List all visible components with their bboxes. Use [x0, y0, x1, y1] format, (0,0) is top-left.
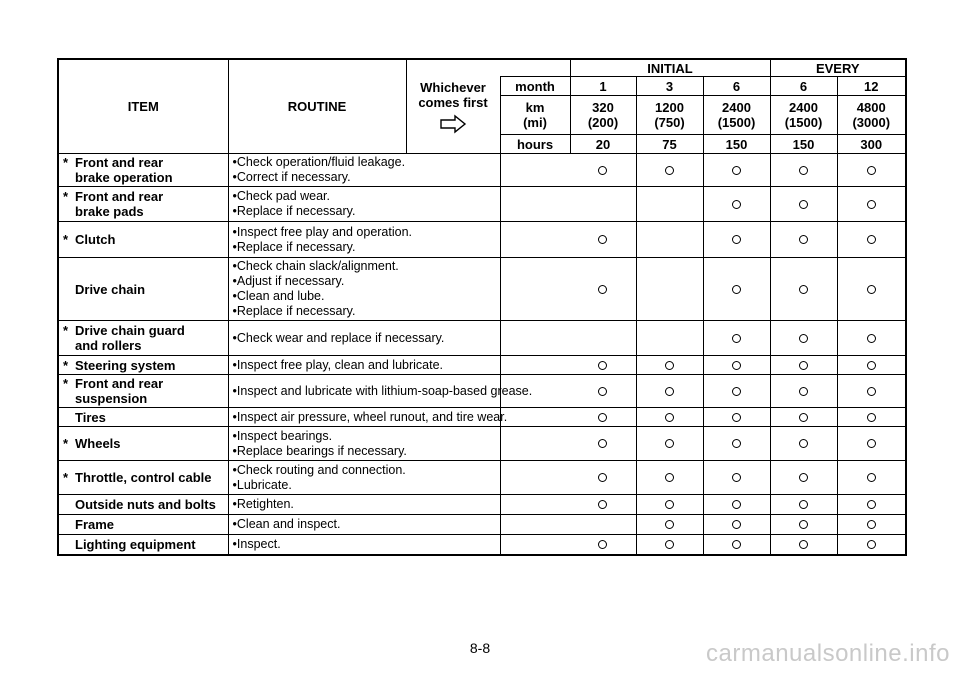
- interval-value: [770, 135, 837, 154]
- schedule-mark-cell: [636, 427, 703, 461]
- interval-value: [770, 96, 837, 135]
- asterisk-marker: *: [63, 470, 69, 485]
- schedule-mark-cell: [636, 461, 703, 495]
- interval-value: [570, 96, 636, 135]
- circle-mark-icon: [732, 500, 741, 509]
- routine-cell: [228, 427, 500, 461]
- circle-mark-icon: [867, 500, 876, 509]
- item-cell: [58, 427, 228, 461]
- routine-step: • Lubricate.: [233, 478, 500, 493]
- routine-step: • Check chain slack/alignment.: [233, 259, 500, 274]
- item-column-header: ITEM: [58, 59, 228, 154]
- schedule-mark-cell: [770, 461, 837, 495]
- table-row: [58, 375, 906, 408]
- interval-value-text: 150: [725, 136, 748, 152]
- routine-column-header: ROUTINE: [228, 59, 406, 154]
- schedule-mark-cell: [770, 427, 837, 461]
- circle-mark-icon: [867, 166, 876, 175]
- interval-value-text: 3: [665, 78, 674, 94]
- item-name: [63, 170, 228, 185]
- item-name-text: Front and rear: [75, 376, 164, 391]
- circle-mark-icon: [598, 473, 607, 482]
- maintenance-schedule-table: [57, 58, 907, 556]
- schedule-mark-cell: [703, 321, 770, 356]
- comes-first-label: comes first: [418, 94, 488, 110]
- item-name-text: Tires: [75, 409, 106, 425]
- item-cell: [58, 154, 228, 187]
- unit-label-text: km: [525, 100, 545, 115]
- circle-mark-icon: [665, 500, 674, 509]
- routine-step: • Clean and lube.: [233, 289, 500, 304]
- schedule-mark-cell: [770, 321, 837, 356]
- unit-label-text: month: [515, 78, 555, 94]
- item-name-text: Front and rear: [75, 189, 164, 204]
- schedule-mark-cell: [636, 495, 703, 515]
- circle-mark-icon: [867, 540, 876, 549]
- asterisk-marker: *: [63, 232, 69, 247]
- item-name: [63, 204, 228, 219]
- circle-mark-icon: [732, 540, 741, 549]
- item-name: [63, 391, 228, 406]
- schedule-mark-cell: [636, 154, 703, 187]
- table-row: [58, 222, 906, 258]
- interval-value: [837, 135, 906, 154]
- table-row: [58, 427, 906, 461]
- circle-mark-icon: [799, 285, 808, 294]
- schedule-mark-cell: [703, 535, 770, 555]
- schedule-mark-cell: [570, 222, 636, 258]
- interval-value-text: 300: [860, 136, 883, 152]
- interval-value-text: 1: [599, 78, 607, 94]
- schedule-mark-cell: [570, 258, 636, 321]
- item-cell: [58, 535, 228, 555]
- schedule-mark-cell: [770, 258, 837, 321]
- routine-cell: [228, 356, 500, 375]
- schedule-mark-cell: [703, 495, 770, 515]
- interval-value-text: 320: [592, 100, 614, 115]
- circle-mark-icon: [867, 520, 876, 529]
- item-cell: [58, 321, 228, 356]
- circle-mark-icon: [732, 235, 741, 244]
- item-name: [63, 232, 228, 247]
- circle-mark-icon: [732, 361, 741, 370]
- circle-mark-icon: [598, 439, 607, 448]
- schedule-mark-cell: [770, 408, 837, 427]
- item-name: [63, 470, 228, 485]
- schedule-mark-cell: [703, 515, 770, 535]
- routine-step: • Correct if necessary.: [233, 170, 500, 185]
- every-header: EVERY: [770, 59, 906, 77]
- schedule-mark-cell: [770, 356, 837, 375]
- unit-label-text: hours: [516, 136, 554, 152]
- routine-cell: [228, 495, 500, 515]
- circle-mark-icon: [665, 387, 674, 396]
- interval-value-text: 2400: [789, 100, 818, 115]
- interval-value: [636, 77, 703, 96]
- schedule-mark-cell: [837, 375, 906, 408]
- asterisk-marker: *: [63, 323, 69, 338]
- circle-mark-icon: [867, 473, 876, 482]
- circle-mark-icon: [598, 235, 607, 244]
- item-name: [63, 155, 228, 170]
- asterisk-marker: *: [63, 376, 69, 391]
- schedule-mark-cell: [570, 187, 636, 222]
- schedule-mark-cell: [837, 222, 906, 258]
- routine-step: • Inspect bearings.: [233, 429, 500, 444]
- routine-cell: [228, 154, 500, 187]
- asterisk-marker: *: [63, 189, 69, 204]
- item-name-text: Frame: [75, 517, 115, 532]
- circle-mark-icon: [867, 439, 876, 448]
- item-cell: [58, 375, 228, 408]
- unit-spacer-cell: [500, 258, 570, 321]
- unit-spacer-cell: [500, 535, 570, 555]
- circle-mark-icon: [598, 387, 607, 396]
- circle-mark-icon: [799, 520, 808, 529]
- asterisk-marker: *: [63, 436, 69, 451]
- table-row: [58, 461, 906, 495]
- circle-mark-icon: [799, 166, 808, 175]
- schedule-mark-cell: [570, 515, 636, 535]
- item-name: [63, 282, 228, 297]
- interval-value: [837, 77, 906, 96]
- interval-value-text: 75: [662, 136, 677, 152]
- schedule-mark-cell: [837, 427, 906, 461]
- schedule-mark-cell: [570, 321, 636, 356]
- schedule-mark-cell: [770, 535, 837, 555]
- routine-cell: [228, 515, 500, 535]
- unit-spacer-cell: [500, 495, 570, 515]
- unit-spacer-cell: [500, 515, 570, 535]
- item-name-text: Drive chain guard: [75, 323, 185, 338]
- circle-mark-icon: [732, 439, 741, 448]
- schedule-mark-cell: [703, 375, 770, 408]
- interval-value-secondary: (1500): [717, 115, 756, 130]
- schedule-mark-cell: [770, 154, 837, 187]
- routine-step: • Inspect free play and operation.: [233, 225, 500, 240]
- item-name: [63, 537, 228, 552]
- unit-spacer-cell: [500, 154, 570, 187]
- schedule-mark-cell: [703, 258, 770, 321]
- routine-cell: [228, 461, 500, 495]
- routine-step: • Replace if necessary.: [233, 204, 500, 219]
- circle-mark-icon: [665, 166, 674, 175]
- item-name: [63, 358, 228, 373]
- unit-spacer-cell: [500, 222, 570, 258]
- interval-value: [636, 96, 703, 135]
- schedule-mark-cell: [837, 258, 906, 321]
- schedule-mark-cell: [770, 515, 837, 535]
- circle-mark-icon: [665, 439, 674, 448]
- interval-value-text: 1200: [655, 100, 684, 115]
- item-name-text: Clutch: [75, 232, 116, 247]
- schedule-mark-cell: [770, 495, 837, 515]
- table-row: [58, 495, 906, 515]
- routine-step: • Replace if necessary.: [233, 240, 500, 255]
- interval-value: [703, 135, 770, 154]
- schedule-mark-cell: [570, 535, 636, 555]
- item-name: [63, 376, 228, 391]
- routine-step: • Inspect free play, clean and lubricate.: [233, 358, 500, 373]
- interval-value-text: 150: [792, 136, 815, 152]
- item-cell: [58, 356, 228, 375]
- schedule-mark-cell: [770, 187, 837, 222]
- circle-mark-icon: [598, 500, 607, 509]
- routine-cell: [228, 258, 500, 321]
- watermark: carmanualsonline.info: [706, 640, 950, 667]
- page-number: 8-8: [469, 640, 491, 656]
- circle-mark-icon: [799, 439, 808, 448]
- circle-mark-icon: [799, 473, 808, 482]
- routine-step: • Inspect air pressure, wheel runout, and tire wear.: [233, 410, 500, 425]
- interval-value-text: 4800: [856, 100, 886, 115]
- schedule-mark-cell: [636, 375, 703, 408]
- table-row: [58, 321, 906, 356]
- circle-mark-icon: [799, 500, 808, 509]
- schedule-mark-cell: [703, 408, 770, 427]
- table-row: [58, 154, 906, 187]
- interval-value-secondary: (3000): [852, 115, 891, 130]
- schedule-mark-cell: [837, 535, 906, 555]
- routine-step: • Adjust if necessary.: [233, 274, 500, 289]
- circle-mark-icon: [867, 200, 876, 209]
- schedule-mark-cell: [837, 356, 906, 375]
- unit-label-secondary: (mi): [523, 115, 547, 130]
- item-name-text: Steering system: [75, 357, 176, 373]
- whichever-comes-first-header: [406, 59, 500, 154]
- item-cell: [58, 461, 228, 495]
- circle-mark-icon: [867, 387, 876, 396]
- circle-mark-icon: [598, 166, 607, 175]
- interval-value-secondary: (1500): [784, 115, 823, 130]
- interval-value-secondary: (200): [587, 115, 619, 130]
- circle-mark-icon: [867, 235, 876, 244]
- routine-cell: [228, 222, 500, 258]
- schedule-mark-cell: [636, 356, 703, 375]
- item-name: [63, 517, 228, 532]
- table-row: [58, 535, 906, 555]
- routine-step: • Inspect and lubricate with lithium-soap-based grease.: [233, 384, 500, 399]
- item-name-text: and rollers: [75, 338, 142, 353]
- item-cell: [58, 222, 228, 258]
- item-name-text: Drive chain: [75, 281, 146, 297]
- circle-mark-icon: [732, 334, 741, 343]
- schedule-mark-cell: [570, 154, 636, 187]
- interval-value-text: 2400: [722, 100, 751, 115]
- circle-mark-icon: [665, 361, 674, 370]
- schedule-mark-cell: [636, 187, 703, 222]
- circle-mark-icon: [799, 235, 808, 244]
- item-name-text: Wheels: [75, 436, 121, 451]
- schedule-mark-cell: [570, 408, 636, 427]
- schedule-mark-cell: [636, 321, 703, 356]
- circle-mark-icon: [732, 413, 741, 422]
- circle-mark-icon: [598, 285, 607, 294]
- initial-header: INITIAL: [570, 59, 770, 77]
- circle-mark-icon: [799, 200, 808, 209]
- schedule-mark-cell: [837, 321, 906, 356]
- schedule-mark-cell: [770, 222, 837, 258]
- asterisk-marker: *: [63, 357, 69, 373]
- schedule-mark-cell: [837, 461, 906, 495]
- circle-mark-icon: [867, 413, 876, 422]
- item-name-text: Front and rear: [75, 155, 164, 170]
- schedule-mark-cell: [570, 375, 636, 408]
- routine-cell: [228, 408, 508, 427]
- schedule-mark-cell: [703, 427, 770, 461]
- routine-step: • Check pad wear.: [233, 189, 500, 204]
- schedule-mark-cell: [703, 187, 770, 222]
- item-name: [63, 436, 228, 451]
- schedule-mark-cell: [570, 356, 636, 375]
- circle-mark-icon: [867, 361, 876, 370]
- routine-step: • Clean and inspect.: [233, 517, 500, 532]
- item-name: [63, 497, 228, 512]
- item-name: [63, 323, 228, 338]
- unit-spacer-cell: [500, 321, 570, 356]
- unit-spacer-cell: [500, 427, 570, 461]
- schedule-mark-cell: [703, 356, 770, 375]
- circle-mark-icon: [598, 540, 607, 549]
- routine-cell: [228, 535, 500, 555]
- interval-value: [770, 77, 837, 96]
- routine-step: • Replace bearings if necessary.: [233, 444, 500, 459]
- circle-mark-icon: [732, 285, 741, 294]
- unit-spacer-cell: [500, 461, 570, 495]
- item-name-text: brake operation: [75, 170, 173, 185]
- circle-mark-icon: [799, 387, 808, 396]
- circle-mark-icon: [799, 540, 808, 549]
- circle-mark-icon: [665, 413, 674, 422]
- routine-cell: [228, 321, 500, 356]
- routine-step: • Replace if necessary.: [233, 304, 500, 319]
- schedule-mark-cell: [636, 408, 703, 427]
- interval-value: [703, 96, 770, 135]
- schedule-mark-cell: [570, 461, 636, 495]
- item-name: [63, 189, 228, 204]
- table-row: [58, 187, 906, 222]
- schedule-mark-cell: [837, 515, 906, 535]
- table-row: [58, 356, 906, 375]
- schedule-mark-cell: [570, 427, 636, 461]
- schedule-mark-cell: [636, 222, 703, 258]
- schedule-mark-cell: [770, 375, 837, 408]
- interval-value: [570, 135, 636, 154]
- item-name-text: suspension: [75, 391, 148, 406]
- item-cell: [58, 187, 228, 222]
- routine-step: • Retighten.: [233, 497, 500, 512]
- interval-value-text: 6: [732, 78, 741, 94]
- schedule-mark-cell: [703, 461, 770, 495]
- table-row: [58, 408, 906, 427]
- circle-mark-icon: [867, 285, 876, 294]
- interval-unit-label: [500, 96, 570, 135]
- circle-mark-icon: [732, 520, 741, 529]
- circle-mark-icon: [665, 540, 674, 549]
- routine-step: • Check operation/fluid leakage.: [233, 155, 500, 170]
- schedule-mark-cell: [570, 495, 636, 515]
- circle-mark-icon: [732, 387, 741, 396]
- item-name-text: Throttle, control cable: [75, 470, 212, 485]
- table-row: [58, 515, 906, 535]
- schedule-mark-cell: [703, 222, 770, 258]
- unit-spacer-cell: [500, 187, 570, 222]
- schedule-mark-cell: [837, 495, 906, 515]
- circle-mark-icon: [598, 361, 607, 370]
- routine-step: • Inspect.: [233, 537, 500, 552]
- interval-value-text: 12: [864, 78, 879, 94]
- schedule-mark-cell: [703, 154, 770, 187]
- circle-mark-icon: [799, 334, 808, 343]
- interval-unit-label: [500, 135, 570, 154]
- routine-step: • Check routing and connection.: [233, 463, 500, 478]
- circle-mark-icon: [732, 473, 741, 482]
- circle-mark-icon: [732, 200, 741, 209]
- schedule-mark-cell: [636, 535, 703, 555]
- interval-value: [703, 77, 770, 96]
- item-name-text: brake pads: [75, 204, 144, 219]
- item-cell: [58, 258, 228, 321]
- item-cell: [58, 495, 228, 515]
- item-name-text: Outside nuts and bolts: [75, 497, 216, 512]
- item-cell: [58, 408, 228, 427]
- circle-mark-icon: [732, 166, 741, 175]
- schedule-mark-cell: [837, 408, 906, 427]
- unit-spacer-cell: [500, 356, 570, 375]
- item-name: [63, 410, 228, 425]
- asterisk-marker: *: [63, 155, 69, 170]
- circle-mark-icon: [799, 413, 808, 422]
- circle-mark-icon: [867, 334, 876, 343]
- interval-value-text: 6: [799, 78, 808, 94]
- circle-mark-icon: [799, 361, 808, 370]
- table-row: [58, 258, 906, 321]
- routine-cell: [228, 187, 500, 222]
- arrow-right-icon: [438, 114, 468, 134]
- item-name-text: Lighting equipment: [75, 536, 196, 552]
- item-name: [63, 338, 228, 353]
- schedule-mark-cell: [837, 187, 906, 222]
- whichever-label: Whichever: [420, 79, 486, 95]
- interval-value-text: 20: [595, 136, 611, 152]
- item-cell: [58, 515, 228, 535]
- interval-value: [570, 77, 636, 96]
- interval-value: [837, 96, 906, 135]
- routine-step: • Check wear and replace if necessary.: [233, 331, 500, 346]
- routine-cell: [228, 375, 533, 408]
- interval-value: [636, 135, 703, 154]
- interval-value-secondary: (750): [654, 115, 685, 130]
- circle-mark-icon: [665, 520, 674, 529]
- schedule-mark-cell: [636, 515, 703, 535]
- schedule-mark-cell: [636, 258, 703, 321]
- schedule-mark-cell: [837, 154, 906, 187]
- interval-unit-label: [500, 77, 570, 96]
- circle-mark-icon: [598, 413, 607, 422]
- unit-spacer-cell: [500, 408, 570, 427]
- circle-mark-icon: [665, 473, 674, 482]
